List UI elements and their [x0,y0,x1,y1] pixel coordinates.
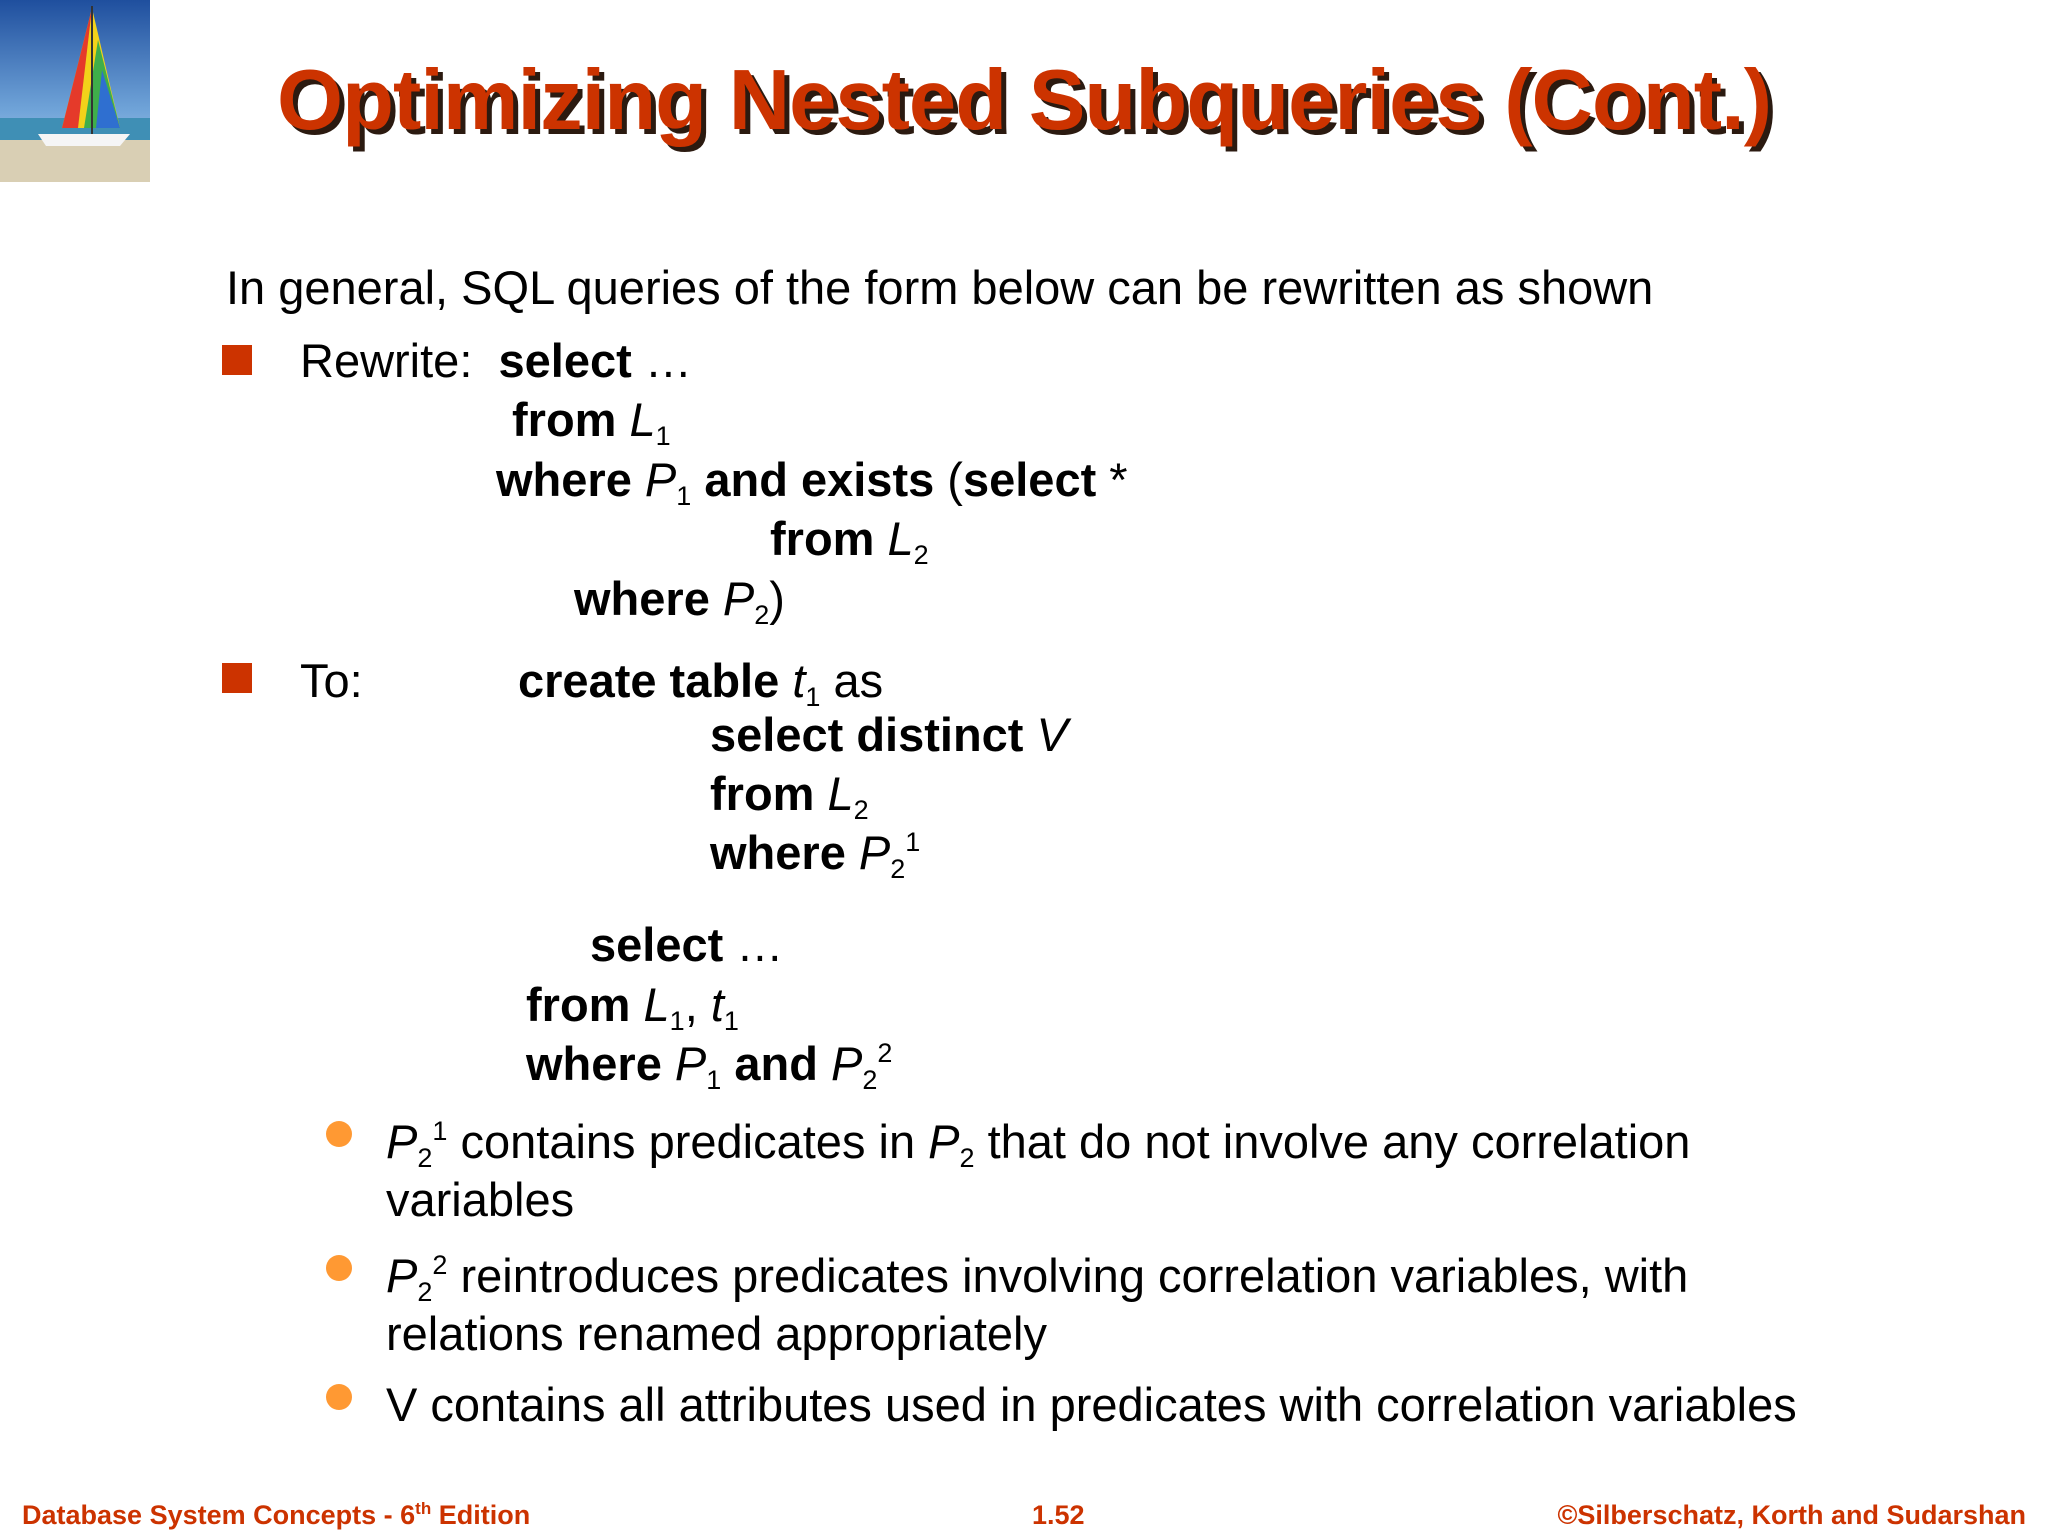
open-paren: ( [934,453,963,506]
sub-2: 2 [862,1065,878,1095]
bullet-1-text-a: contains predicates in [447,1115,929,1168]
bullet-2-text-a: reintroduces predicates involving correlation variables, with [447,1249,1689,1302]
to-line-3 [710,766,869,825]
comma: , [684,978,711,1031]
sub-2: 2 [959,1143,975,1173]
var-P: P [386,1115,418,1168]
kw-select-distinct: select distinct [710,708,1024,761]
sub-1: 1 [655,421,671,451]
var-P: P [830,1037,863,1090]
var-t: t [792,654,806,707]
rewrite-bullet-square [222,345,252,375]
to-line-6 [526,977,739,1036]
var-P: P [722,572,755,625]
to-line-7 [526,1036,893,1095]
to-label: To: [300,654,363,707]
sub-2: 2 [417,1143,433,1173]
footer-copyright: ©Silberschatz, Korth and Sudarshan [1557,1500,2026,1530]
rewrite-line-3 [496,452,1128,511]
rewrite-line-2 [512,392,671,451]
kw-where: where [574,572,710,625]
var-V: V [1036,708,1068,761]
sub-2: 2 [890,854,906,884]
footer-sup: th [415,1499,432,1518]
intro-text: In general, SQL queries of the form below can be rewritten as shown [226,261,1654,314]
slide-title: Optimizing Nested Subqueries (Cont.) [276,53,1772,148]
close-paren: ) [769,572,785,625]
var-L: L [887,512,914,565]
kw-select: select [962,453,1097,506]
kw-and: and [734,1037,818,1090]
bullet-3-line-1: V contains all attributes used in predicates with correlation variables [386,1378,1797,1431]
bullet-1-line-1 [386,1114,1691,1173]
kw-where: where [526,1037,662,1090]
sup-2: 2 [432,1250,448,1280]
var-L: L [629,393,656,446]
bullet-1-text-b: that do not involve any correlation [974,1115,1691,1168]
rewrite-line-4 [770,511,929,570]
sub-2: 2 [754,600,770,630]
kw-from: from [526,978,631,1031]
bullet-dot [326,1121,352,1147]
star: * [1096,453,1128,506]
sub-1: 1 [723,1006,739,1036]
rewrite-line-5 [574,571,785,630]
kw-create-table: create table [518,654,780,707]
footer-page-number: 1.52 [1032,1500,1085,1530]
var-P: P [858,826,891,879]
kw-where: where [710,826,846,879]
kw-from: from [512,393,617,446]
rewrite-line-1 [300,333,692,389]
ellipsis: … [631,334,692,387]
var-L: L [827,767,854,820]
kw-from: from [710,767,815,820]
var-P: P [386,1249,418,1302]
footer-book: Database System Concepts - 6 [22,1500,416,1530]
to-line-2 [710,707,1068,763]
sub-1: 1 [676,481,692,511]
sup-2: 2 [877,1038,893,1068]
bullet-1-line-2: variables [386,1173,575,1226]
sub-1: 1 [805,682,821,712]
footer-left [22,1500,530,1531]
kw-select: select [498,334,632,387]
kw-as: as [820,654,884,707]
to-line-5 [590,917,783,973]
to-bullet-square [222,663,252,693]
var-P: P [644,453,677,506]
var-L: L [643,978,670,1031]
sub-2: 2 [913,540,929,570]
kw-and-exists: and exists [704,453,935,506]
to-line-4 [710,825,921,884]
ellipsis: … [723,918,784,971]
sub-2: 2 [417,1277,433,1307]
rewrite-label: Rewrite: [300,334,473,387]
bullet-2-line-2: relations renamed appropriately [386,1307,1047,1360]
sub-2: 2 [853,795,869,825]
sub-1: 1 [669,1006,685,1036]
kw-where: where [496,453,632,506]
var-P: P [674,1037,707,1090]
sup-1: 1 [432,1116,448,1146]
bullet-dot [326,1384,352,1410]
kw-from: from [770,512,875,565]
kw-select: select [590,918,724,971]
sup-1: 1 [905,827,921,857]
bullet-dot [326,1255,352,1281]
bullet-2-line-1 [386,1248,1689,1307]
var-t: t [710,978,724,1031]
var-P: P [928,1115,960,1168]
to-line-1 [518,653,884,712]
footer-edition: Edition [431,1500,531,1530]
sub-1: 1 [706,1065,722,1095]
